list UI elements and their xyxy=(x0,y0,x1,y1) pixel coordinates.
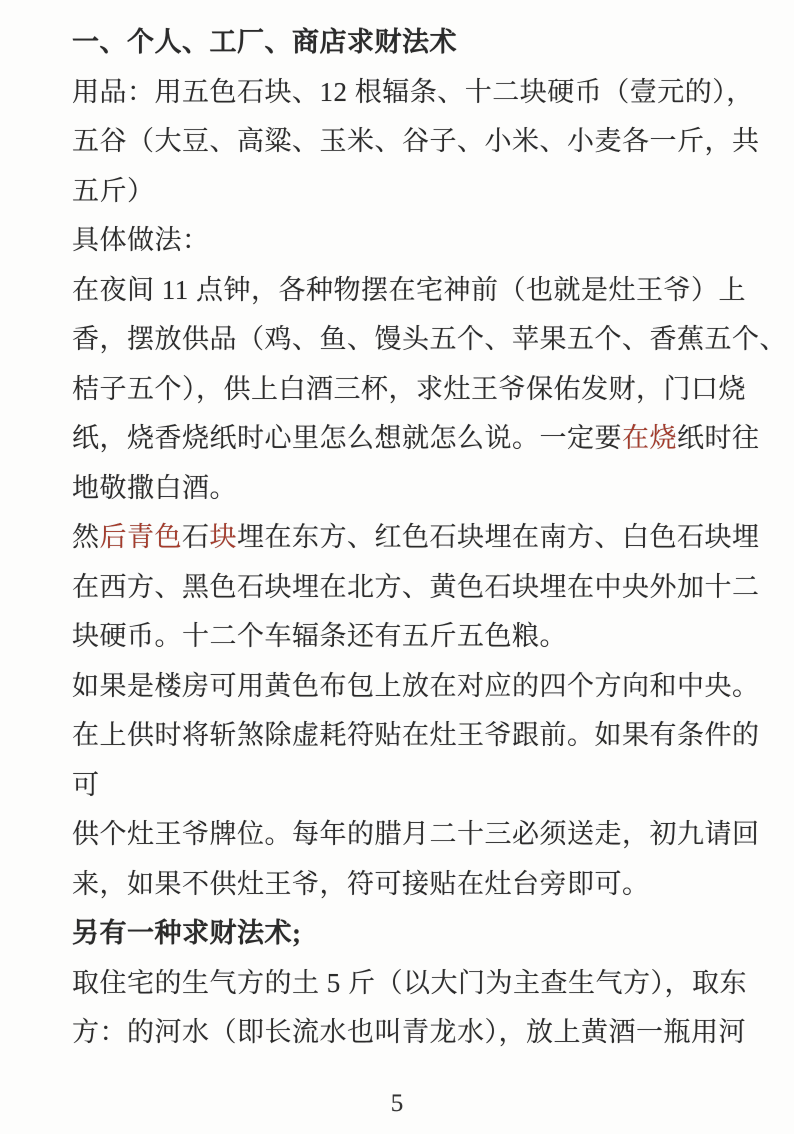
text-line xyxy=(72,117,760,167)
text-segment: 可 xyxy=(72,769,100,800)
text-line xyxy=(72,266,746,316)
text-line xyxy=(72,860,738,910)
text-segment: 用品：用五色石块、12 根辐条、十二块硬币（壹元的）， xyxy=(72,76,754,107)
page-number: 5 xyxy=(390,1090,404,1117)
text-segment: 如果是楼房可用黄色布包上放在对应的四个方向和中央。 xyxy=(72,670,760,701)
text-segment: 来，如果不供灶王爷，符可接贴在灶台旁即可。 xyxy=(72,868,650,899)
text-segment: 在夜间 11 点钟，各种物摆在宅神前（也就是灶王爷）上 xyxy=(72,274,746,305)
text-segment: 香，摆放供品（鸡、鱼、馒头五个、苹果五个、香蕉五个、 xyxy=(72,324,787,354)
red-highlight-text: 后青色 xyxy=(99,522,182,552)
text-line xyxy=(72,612,738,662)
text-segment: 另有一种求财法术; xyxy=(72,918,302,948)
text-line xyxy=(72,414,760,464)
text-segment: 地敬撒白酒。 xyxy=(72,472,237,503)
text-line xyxy=(72,1008,746,1058)
page-text xyxy=(72,18,787,1058)
text-segment: 在上供时将斩煞除虚耗符贴在灶王爷跟前。如果有条件的 xyxy=(72,720,760,750)
text-line xyxy=(72,18,738,68)
text-line xyxy=(72,216,738,266)
text-segment: 供个灶王爷牌位。每年的腊月二十三必须送走，初九请回 xyxy=(72,819,760,849)
text-segment: 埋在东方、红色石块埋在南方、白色石块埋 xyxy=(237,522,760,552)
text-line xyxy=(72,365,746,415)
text-line xyxy=(72,810,760,860)
text-segment: 纸时往 xyxy=(677,423,760,453)
text-segment: 在西方、黑色石块埋在北方、黄色石块埋在中央外加十二 xyxy=(72,571,760,602)
text-line xyxy=(72,563,760,613)
text-line xyxy=(72,761,738,811)
text-segment: 块硬币。十二个车辐条还有五斤五色粮。 xyxy=(72,621,567,651)
text-segment: 然 xyxy=(72,522,100,552)
text-line xyxy=(72,167,738,217)
red-highlight-text: 块 xyxy=(209,522,237,552)
text-line xyxy=(72,909,738,959)
text-line xyxy=(72,959,747,1009)
text-line xyxy=(72,464,738,514)
text-segment: 方：的河水（即长流水也叫青龙水），放上黄酒一瓶用河 xyxy=(72,1017,746,1047)
text-segment: 五谷（大豆、高粱、玉米、谷子、小米、小麦各一斤，共 xyxy=(72,126,760,156)
red-highlight-text: 在烧 xyxy=(622,423,677,453)
text-line xyxy=(72,68,754,118)
text-segment: 一、个人、工厂、商店求财法术 xyxy=(72,27,457,57)
text-line xyxy=(72,711,760,761)
text-segment: 具体做法： xyxy=(72,225,210,255)
text-segment: 桔子五个），供上白酒三杯，求灶王爷保佑发财，门口烧 xyxy=(72,373,746,404)
text-line xyxy=(72,662,760,712)
text-segment: 石 xyxy=(182,522,210,552)
text-segment: 取住宅的生气方的土 5 斤（以大门为主查生气方），取东 xyxy=(72,967,747,998)
text-line xyxy=(72,513,760,563)
text-segment: 五斤） xyxy=(72,175,155,206)
text-segment: 纸，烧香烧纸时心里怎么想就怎么说。一定要 xyxy=(72,423,622,453)
text-line xyxy=(72,315,787,365)
